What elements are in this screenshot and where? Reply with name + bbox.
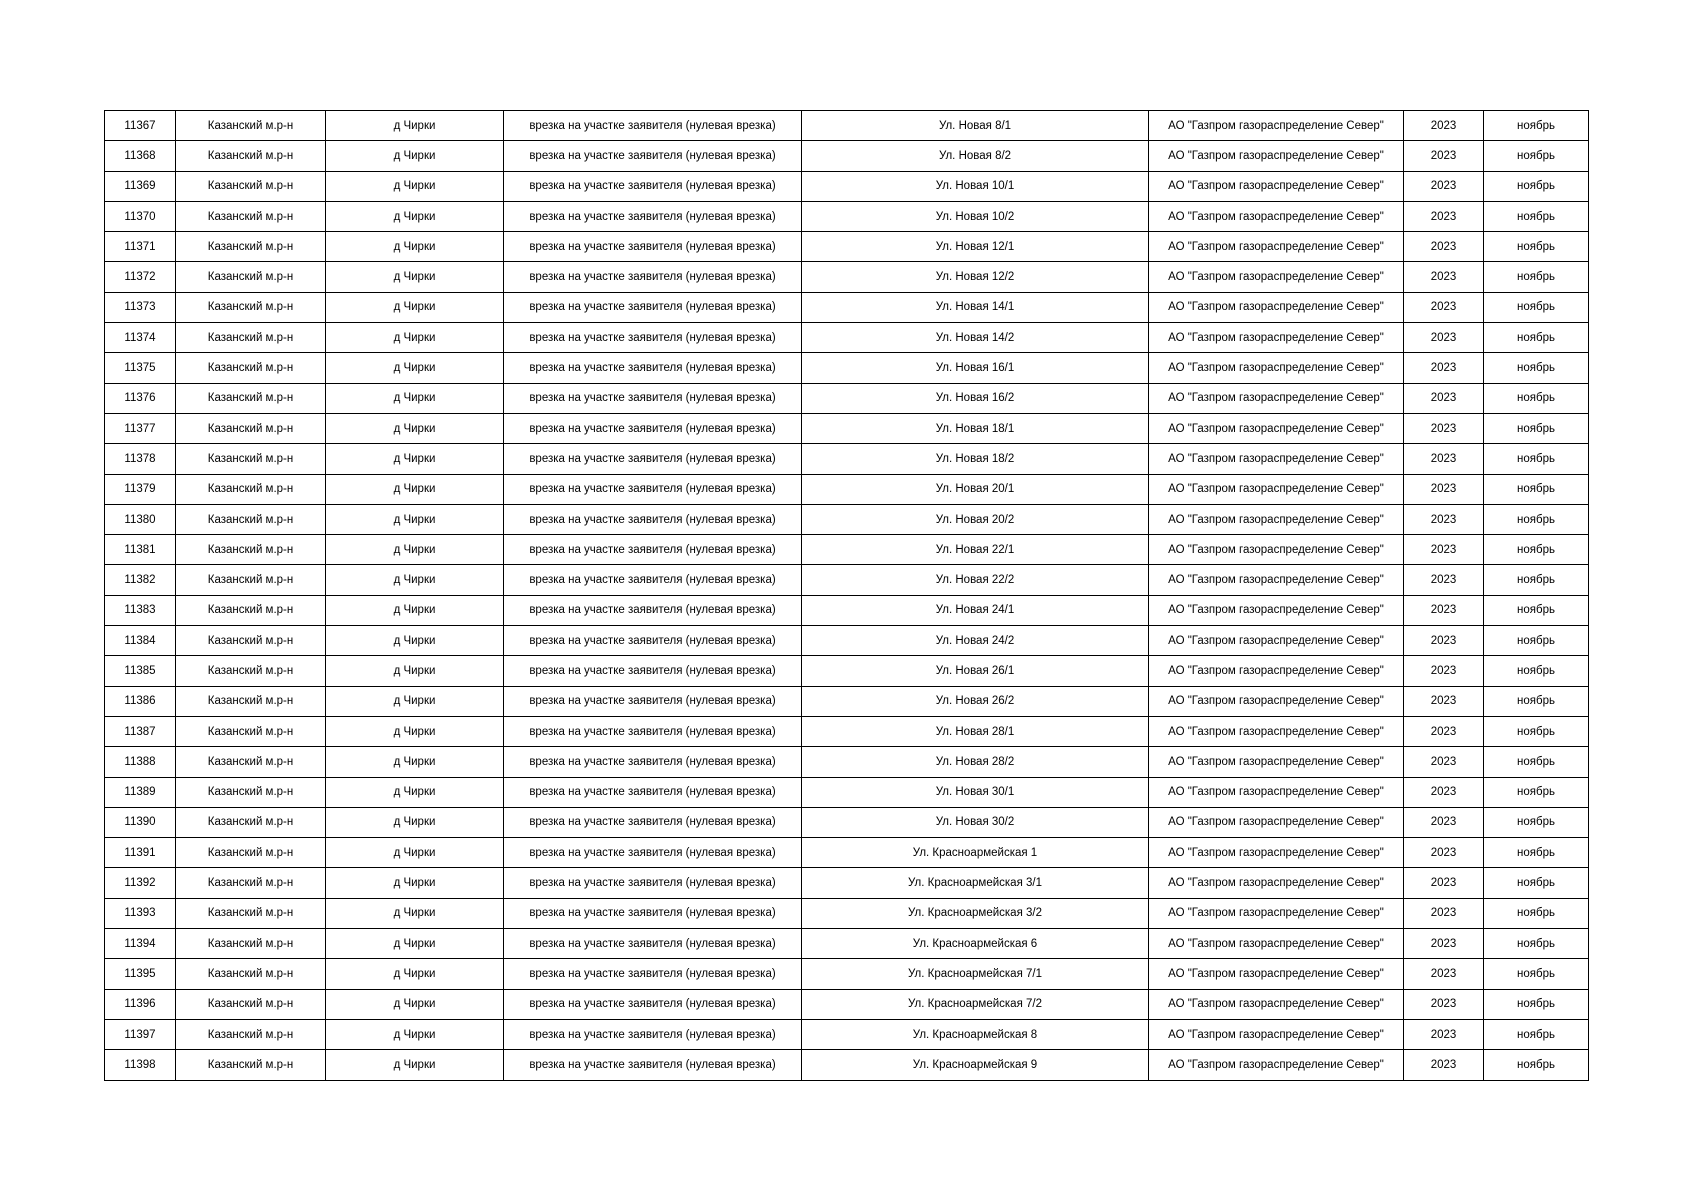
cell-work-type: врезка на участке заявителя (нулевая врезка)	[504, 686, 802, 716]
cell-year: 2023	[1404, 201, 1484, 231]
cell-district: Казанский м.р-н	[176, 868, 326, 898]
table-row	[105, 929, 1589, 959]
cell-work-type: врезка на участке заявителя (нулевая врезка)	[504, 989, 802, 1019]
cell-district: Казанский м.р-н	[176, 413, 326, 443]
cell-year: 2023	[1404, 232, 1484, 262]
cell-work-type: врезка на участке заявителя (нулевая врезка)	[504, 565, 802, 595]
cell-district: Казанский м.р-н	[176, 626, 326, 656]
cell-month: ноябрь	[1484, 929, 1589, 959]
cell-district: Казанский м.р-н	[176, 656, 326, 686]
cell-id: 11397	[105, 1019, 176, 1049]
cell-address: Ул. Новая 22/1	[802, 535, 1149, 565]
cell-work-type: врезка на участке заявителя (нулевая врезка)	[504, 353, 802, 383]
cell-organization: АО "Газпром газораспределение Север"	[1149, 868, 1404, 898]
cell-district: Казанский м.р-н	[176, 716, 326, 746]
cell-address: Ул. Новая 22/2	[802, 565, 1149, 595]
cell-year: 2023	[1404, 716, 1484, 746]
cell-id: 11395	[105, 959, 176, 989]
cell-settlement: д Чирки	[326, 171, 504, 201]
cell-work-type: врезка на участке заявителя (нулевая врезка)	[504, 868, 802, 898]
cell-month: ноябрь	[1484, 747, 1589, 777]
table-row	[105, 444, 1589, 474]
cell-address: Ул. Новая 14/1	[802, 292, 1149, 322]
cell-district: Казанский м.р-н	[176, 353, 326, 383]
cell-address: Ул. Новая 24/2	[802, 626, 1149, 656]
cell-id: 11388	[105, 747, 176, 777]
cell-month: ноябрь	[1484, 959, 1589, 989]
cell-organization: АО "Газпром газораспределение Север"	[1149, 1050, 1404, 1080]
cell-organization: АО "Газпром газораспределение Север"	[1149, 444, 1404, 474]
cell-settlement: д Чирки	[326, 232, 504, 262]
cell-settlement: д Чирки	[326, 1050, 504, 1080]
cell-month: ноябрь	[1484, 595, 1589, 625]
cell-work-type: врезка на участке заявителя (нулевая врезка)	[504, 747, 802, 777]
table-row	[105, 656, 1589, 686]
cell-work-type: врезка на участке заявителя (нулевая врезка)	[504, 898, 802, 928]
cell-organization: АО "Газпром газораспределение Север"	[1149, 565, 1404, 595]
cell-year: 2023	[1404, 777, 1484, 807]
cell-settlement: д Чирки	[326, 989, 504, 1019]
table-row	[105, 807, 1589, 837]
cell-address: Ул. Красноармейская 6	[802, 929, 1149, 959]
table-row	[105, 474, 1589, 504]
table-row	[105, 595, 1589, 625]
cell-id: 11377	[105, 413, 176, 443]
table-row	[105, 141, 1589, 171]
cell-month: ноябрь	[1484, 232, 1589, 262]
cell-year: 2023	[1404, 292, 1484, 322]
cell-id: 11371	[105, 232, 176, 262]
cell-id: 11389	[105, 777, 176, 807]
cell-id: 11378	[105, 444, 176, 474]
cell-year: 2023	[1404, 535, 1484, 565]
cell-work-type: врезка на участке заявителя (нулевая врезка)	[504, 262, 802, 292]
table-row	[105, 777, 1589, 807]
cell-settlement: д Чирки	[326, 777, 504, 807]
cell-address: Ул. Новая 20/2	[802, 504, 1149, 534]
cell-address: Ул. Красноармейская 7/2	[802, 989, 1149, 1019]
cell-settlement: д Чирки	[326, 686, 504, 716]
cell-district: Казанский м.р-н	[176, 989, 326, 1019]
cell-year: 2023	[1404, 1050, 1484, 1080]
table-row	[105, 747, 1589, 777]
cell-district: Казанский м.р-н	[176, 383, 326, 413]
cell-organization: АО "Газпром газораспределение Север"	[1149, 111, 1404, 141]
cell-address: Ул. Красноармейская 3/2	[802, 898, 1149, 928]
cell-organization: АО "Газпром газораспределение Север"	[1149, 383, 1404, 413]
cell-address: Ул. Новая 10/2	[802, 201, 1149, 231]
cell-year: 2023	[1404, 929, 1484, 959]
table-row	[105, 868, 1589, 898]
cell-organization: АО "Газпром газораспределение Север"	[1149, 656, 1404, 686]
cell-work-type: врезка на участке заявителя (нулевая врезка)	[504, 777, 802, 807]
cell-year: 2023	[1404, 444, 1484, 474]
cell-month: ноябрь	[1484, 565, 1589, 595]
cell-month: ноябрь	[1484, 323, 1589, 353]
cell-district: Казанский м.р-н	[176, 1050, 326, 1080]
cell-district: Казанский м.р-н	[176, 171, 326, 201]
cell-address: Ул. Новая 30/1	[802, 777, 1149, 807]
cell-id: 11381	[105, 535, 176, 565]
cell-settlement: д Чирки	[326, 323, 504, 353]
cell-address: Ул. Новая 16/1	[802, 353, 1149, 383]
cell-month: ноябрь	[1484, 474, 1589, 504]
cell-year: 2023	[1404, 171, 1484, 201]
cell-month: ноябрь	[1484, 868, 1589, 898]
table-row	[105, 898, 1589, 928]
table-row	[105, 171, 1589, 201]
cell-organization: АО "Газпром газораспределение Север"	[1149, 141, 1404, 171]
cell-settlement: д Чирки	[326, 838, 504, 868]
cell-district: Казанский м.р-н	[176, 141, 326, 171]
cell-organization: АО "Газпром газораспределение Север"	[1149, 474, 1404, 504]
cell-address: Ул. Красноармейская 7/1	[802, 959, 1149, 989]
cell-work-type: врезка на участке заявителя (нулевая врезка)	[504, 595, 802, 625]
cell-work-type: врезка на участке заявителя (нулевая врезка)	[504, 656, 802, 686]
cell-year: 2023	[1404, 1019, 1484, 1049]
table-row	[105, 535, 1589, 565]
cell-organization: АО "Газпром газораспределение Север"	[1149, 929, 1404, 959]
cell-organization: АО "Газпром газораспределение Север"	[1149, 989, 1404, 1019]
cell-work-type: врезка на участке заявителя (нулевая врезка)	[504, 504, 802, 534]
table-row	[105, 838, 1589, 868]
cell-month: ноябрь	[1484, 141, 1589, 171]
cell-district: Казанский м.р-н	[176, 898, 326, 928]
cell-settlement: д Чирки	[326, 474, 504, 504]
cell-id: 11392	[105, 868, 176, 898]
cell-year: 2023	[1404, 989, 1484, 1019]
cell-address: Ул. Новая 12/2	[802, 262, 1149, 292]
cell-id: 11368	[105, 141, 176, 171]
cell-settlement: д Чирки	[326, 262, 504, 292]
table-row	[105, 1019, 1589, 1049]
cell-year: 2023	[1404, 686, 1484, 716]
cell-settlement: д Чирки	[326, 413, 504, 443]
cell-month: ноябрь	[1484, 535, 1589, 565]
table-row	[105, 353, 1589, 383]
cell-work-type: врезка на участке заявителя (нулевая врезка)	[504, 232, 802, 262]
cell-month: ноябрь	[1484, 504, 1589, 534]
cell-id: 11387	[105, 716, 176, 746]
cell-year: 2023	[1404, 413, 1484, 443]
cell-district: Казанский м.р-н	[176, 595, 326, 625]
cell-organization: АО "Газпром газораспределение Север"	[1149, 777, 1404, 807]
cell-id: 11376	[105, 383, 176, 413]
cell-id: 11382	[105, 565, 176, 595]
cell-month: ноябрь	[1484, 111, 1589, 141]
cell-address: Ул. Новая 28/2	[802, 747, 1149, 777]
cell-district: Казанский м.р-н	[176, 686, 326, 716]
cell-month: ноябрь	[1484, 716, 1589, 746]
cell-id: 11380	[105, 504, 176, 534]
cell-month: ноябрь	[1484, 1050, 1589, 1080]
cell-organization: АО "Газпром газораспределение Север"	[1149, 595, 1404, 625]
cell-organization: АО "Газпром газораспределение Север"	[1149, 1019, 1404, 1049]
cell-month: ноябрь	[1484, 201, 1589, 231]
table-row	[105, 262, 1589, 292]
cell-address: Ул. Новая 10/1	[802, 171, 1149, 201]
cell-district: Казанский м.р-н	[176, 323, 326, 353]
cell-work-type: врезка на участке заявителя (нулевая врезка)	[504, 201, 802, 231]
cell-work-type: врезка на участке заявителя (нулевая врезка)	[504, 716, 802, 746]
table-row	[105, 413, 1589, 443]
cell-address: Ул. Новая 30/2	[802, 807, 1149, 837]
cell-organization: АО "Газпром газораспределение Север"	[1149, 838, 1404, 868]
cell-district: Казанский м.р-н	[176, 232, 326, 262]
cell-district: Казанский м.р-н	[176, 111, 326, 141]
cell-id: 11383	[105, 595, 176, 625]
cell-district: Казанский м.р-н	[176, 504, 326, 534]
cell-address: Ул. Красноармейская 8	[802, 1019, 1149, 1049]
cell-month: ноябрь	[1484, 989, 1589, 1019]
cell-work-type: врезка на участке заявителя (нулевая врезка)	[504, 838, 802, 868]
cell-address: Ул. Новая 28/1	[802, 716, 1149, 746]
cell-id: 11393	[105, 898, 176, 928]
cell-organization: АО "Газпром газораспределение Север"	[1149, 323, 1404, 353]
cell-work-type: врезка на участке заявителя (нулевая врезка)	[504, 959, 802, 989]
cell-address: Ул. Новая 12/1	[802, 232, 1149, 262]
cell-settlement: д Чирки	[326, 201, 504, 231]
cell-year: 2023	[1404, 111, 1484, 141]
table-row	[105, 383, 1589, 413]
cell-work-type: врезка на участке заявителя (нулевая врезка)	[504, 535, 802, 565]
cell-district: Казанский м.р-н	[176, 535, 326, 565]
cell-settlement: д Чирки	[326, 656, 504, 686]
cell-year: 2023	[1404, 959, 1484, 989]
cell-settlement: д Чирки	[326, 504, 504, 534]
cell-district: Казанский м.р-н	[176, 777, 326, 807]
cell-month: ноябрь	[1484, 898, 1589, 928]
cell-id: 11370	[105, 201, 176, 231]
cell-address: Ул. Новая 16/2	[802, 383, 1149, 413]
cell-settlement: д Чирки	[326, 565, 504, 595]
cell-settlement: д Чирки	[326, 292, 504, 322]
cell-month: ноябрь	[1484, 626, 1589, 656]
cell-organization: АО "Газпром газораспределение Север"	[1149, 747, 1404, 777]
cell-year: 2023	[1404, 565, 1484, 595]
cell-year: 2023	[1404, 868, 1484, 898]
cell-id: 11384	[105, 626, 176, 656]
table-row	[105, 323, 1589, 353]
cell-month: ноябрь	[1484, 656, 1589, 686]
cell-settlement: д Чирки	[326, 444, 504, 474]
table-row	[105, 504, 1589, 534]
cell-id: 11375	[105, 353, 176, 383]
cell-id: 11386	[105, 686, 176, 716]
cell-id: 11398	[105, 1050, 176, 1080]
cell-settlement: д Чирки	[326, 868, 504, 898]
cell-year: 2023	[1404, 898, 1484, 928]
table-row	[105, 686, 1589, 716]
table-row	[105, 989, 1589, 1019]
cell-organization: АО "Газпром газораспределение Север"	[1149, 413, 1404, 443]
cell-address: Ул. Новая 14/2	[802, 323, 1149, 353]
cell-work-type: врезка на участке заявителя (нулевая врезка)	[504, 1019, 802, 1049]
cell-district: Казанский м.р-н	[176, 201, 326, 231]
table-row	[105, 1050, 1589, 1080]
cell-settlement: д Чирки	[326, 141, 504, 171]
cell-work-type: врезка на участке заявителя (нулевая врезка)	[504, 626, 802, 656]
cell-settlement: д Чирки	[326, 111, 504, 141]
cell-address: Ул. Новая 24/1	[802, 595, 1149, 625]
cell-month: ноябрь	[1484, 777, 1589, 807]
cell-id: 11391	[105, 838, 176, 868]
cell-district: Казанский м.р-н	[176, 1019, 326, 1049]
cell-district: Казанский м.р-н	[176, 807, 326, 837]
table-body	[105, 111, 1589, 1081]
cell-work-type: врезка на участке заявителя (нулевая врезка)	[504, 444, 802, 474]
cell-year: 2023	[1404, 353, 1484, 383]
cell-id: 11396	[105, 989, 176, 1019]
cell-work-type: врезка на участке заявителя (нулевая врезка)	[504, 323, 802, 353]
cell-district: Казанский м.р-н	[176, 262, 326, 292]
cell-id: 11394	[105, 929, 176, 959]
cell-district: Казанский м.р-н	[176, 838, 326, 868]
cell-id: 11372	[105, 262, 176, 292]
cell-settlement: д Чирки	[326, 716, 504, 746]
cell-organization: АО "Газпром газораспределение Север"	[1149, 504, 1404, 534]
cell-id: 11374	[105, 323, 176, 353]
table-row	[105, 201, 1589, 231]
cell-settlement: д Чирки	[326, 747, 504, 777]
cell-organization: АО "Газпром газораспределение Север"	[1149, 626, 1404, 656]
cell-month: ноябрь	[1484, 1019, 1589, 1049]
cell-district: Казанский м.р-н	[176, 292, 326, 322]
cell-district: Казанский м.р-н	[176, 444, 326, 474]
cell-address: Ул. Новая 26/1	[802, 656, 1149, 686]
cell-organization: АО "Газпром газораспределение Север"	[1149, 262, 1404, 292]
cell-year: 2023	[1404, 626, 1484, 656]
data-table	[104, 110, 1589, 1081]
cell-id: 11369	[105, 171, 176, 201]
cell-settlement: д Чирки	[326, 959, 504, 989]
cell-year: 2023	[1404, 383, 1484, 413]
cell-address: Ул. Новая 18/2	[802, 444, 1149, 474]
cell-year: 2023	[1404, 838, 1484, 868]
cell-year: 2023	[1404, 595, 1484, 625]
cell-year: 2023	[1404, 807, 1484, 837]
cell-address: Ул. Красноармейская 3/1	[802, 868, 1149, 898]
cell-organization: АО "Газпром газораспределение Север"	[1149, 171, 1404, 201]
cell-address: Ул. Новая 8/1	[802, 111, 1149, 141]
cell-month: ноябрь	[1484, 292, 1589, 322]
cell-month: ноябрь	[1484, 383, 1589, 413]
cell-address: Ул. Новая 8/2	[802, 141, 1149, 171]
cell-work-type: врезка на участке заявителя (нулевая врезка)	[504, 474, 802, 504]
cell-district: Казанский м.р-н	[176, 474, 326, 504]
cell-settlement: д Чирки	[326, 353, 504, 383]
cell-district: Казанский м.р-н	[176, 565, 326, 595]
cell-year: 2023	[1404, 656, 1484, 686]
cell-year: 2023	[1404, 262, 1484, 292]
cell-month: ноябрь	[1484, 444, 1589, 474]
cell-settlement: д Чирки	[326, 535, 504, 565]
cell-organization: АО "Газпром газораспределение Север"	[1149, 535, 1404, 565]
cell-work-type: врезка на участке заявителя (нулевая врезка)	[504, 141, 802, 171]
cell-work-type: врезка на участке заявителя (нулевая врезка)	[504, 807, 802, 837]
cell-organization: АО "Газпром газораспределение Север"	[1149, 232, 1404, 262]
cell-work-type: врезка на участке заявителя (нулевая врезка)	[504, 383, 802, 413]
cell-organization: АО "Газпром газораспределение Север"	[1149, 201, 1404, 231]
cell-month: ноябрь	[1484, 686, 1589, 716]
cell-month: ноябрь	[1484, 838, 1589, 868]
cell-id: 11390	[105, 807, 176, 837]
cell-organization: АО "Газпром газораспределение Север"	[1149, 807, 1404, 837]
cell-settlement: д Чирки	[326, 929, 504, 959]
cell-month: ноябрь	[1484, 262, 1589, 292]
cell-work-type: врезка на участке заявителя (нулевая врезка)	[504, 292, 802, 322]
cell-settlement: д Чирки	[326, 898, 504, 928]
cell-district: Казанский м.р-н	[176, 747, 326, 777]
table-row	[105, 565, 1589, 595]
cell-year: 2023	[1404, 323, 1484, 353]
cell-id: 11367	[105, 111, 176, 141]
table-row	[105, 232, 1589, 262]
cell-work-type: врезка на участке заявителя (нулевая врезка)	[504, 171, 802, 201]
cell-month: ноябрь	[1484, 171, 1589, 201]
cell-settlement: д Чирки	[326, 1019, 504, 1049]
cell-month: ноябрь	[1484, 353, 1589, 383]
cell-settlement: д Чирки	[326, 595, 504, 625]
cell-address: Ул. Новая 20/1	[802, 474, 1149, 504]
cell-work-type: врезка на участке заявителя (нулевая врезка)	[504, 413, 802, 443]
cell-month: ноябрь	[1484, 413, 1589, 443]
cell-settlement: д Чирки	[326, 807, 504, 837]
cell-settlement: д Чирки	[326, 383, 504, 413]
cell-address: Ул. Красноармейская 1	[802, 838, 1149, 868]
cell-organization: АО "Газпром газораспределение Север"	[1149, 959, 1404, 989]
table-row	[105, 959, 1589, 989]
cell-organization: АО "Газпром газораспределение Север"	[1149, 353, 1404, 383]
cell-id: 11379	[105, 474, 176, 504]
cell-organization: АО "Газпром газораспределение Север"	[1149, 898, 1404, 928]
cell-month: ноябрь	[1484, 807, 1589, 837]
cell-year: 2023	[1404, 474, 1484, 504]
cell-id: 11373	[105, 292, 176, 322]
cell-settlement: д Чирки	[326, 626, 504, 656]
cell-district: Казанский м.р-н	[176, 959, 326, 989]
table-row	[105, 716, 1589, 746]
cell-year: 2023	[1404, 747, 1484, 777]
cell-id: 11385	[105, 656, 176, 686]
cell-district: Казанский м.р-н	[176, 929, 326, 959]
cell-work-type: врезка на участке заявителя (нулевая врезка)	[504, 111, 802, 141]
table-row	[105, 111, 1589, 141]
cell-organization: АО "Газпром газораспределение Север"	[1149, 292, 1404, 322]
cell-address: Ул. Красноармейская 9	[802, 1050, 1149, 1080]
table-row	[105, 292, 1589, 322]
cell-organization: АО "Газпром газораспределение Север"	[1149, 716, 1404, 746]
table-row	[105, 626, 1589, 656]
cell-year: 2023	[1404, 141, 1484, 171]
cell-work-type: врезка на участке заявителя (нулевая врезка)	[504, 1050, 802, 1080]
cell-work-type: врезка на участке заявителя (нулевая врезка)	[504, 929, 802, 959]
cell-organization: АО "Газпром газораспределение Север"	[1149, 686, 1404, 716]
cell-address: Ул. Новая 18/1	[802, 413, 1149, 443]
cell-address: Ул. Новая 26/2	[802, 686, 1149, 716]
cell-year: 2023	[1404, 504, 1484, 534]
